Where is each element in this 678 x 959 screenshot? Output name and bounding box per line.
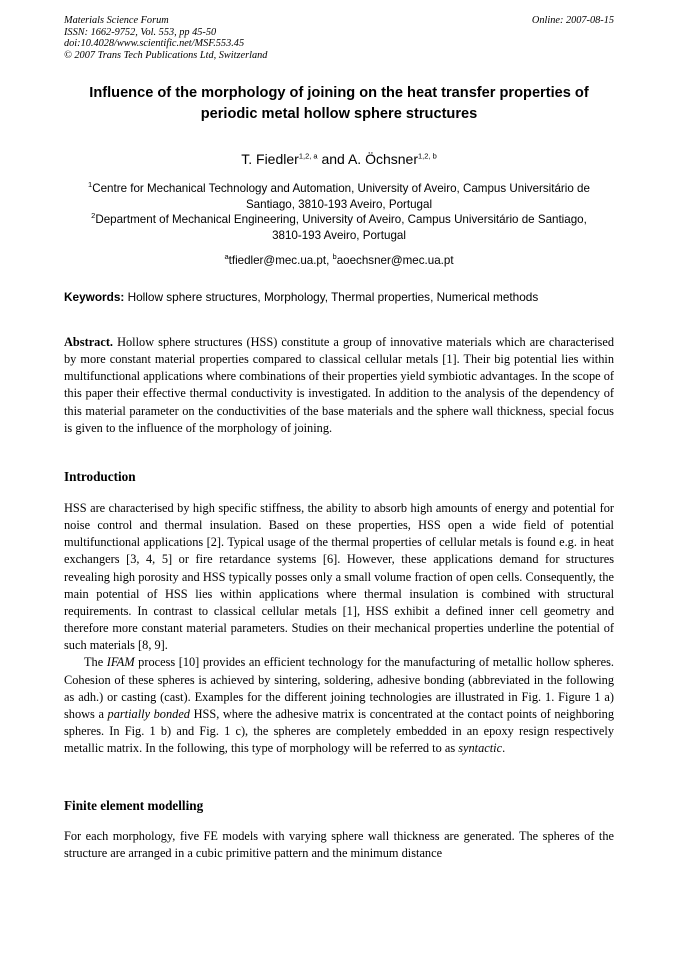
paragraph: For each morphology, five FE models with varying sphere wall thickness are generated. The spheres of the structure are arranged in a cubic primitive pattern and the minimum distance xyxy=(64,829,614,861)
author-name: T. Fiedler xyxy=(241,151,299,167)
keywords-label: Keywords: xyxy=(64,290,125,304)
introduction-body xyxy=(64,500,614,757)
abstract xyxy=(64,334,614,437)
fe-modelling-body xyxy=(64,828,614,862)
affiliation-1 xyxy=(76,181,602,213)
author-emails xyxy=(64,254,614,267)
section-heading-fe-modelling: Finite element modelling xyxy=(64,798,204,813)
affiliation-text: Department of Mechanical Engineering, University of Aveiro, Campus Universitário de Santiago, 3810-193 Aveiro, Portugal xyxy=(95,213,587,242)
email-address: tfiedler@mec.ua.pt, xyxy=(228,254,333,267)
email-marker: b xyxy=(332,252,337,262)
affiliation-marker: 1 xyxy=(88,180,93,190)
author-list xyxy=(64,151,614,167)
doi: doi:10.4028/www.scientific.net/MSF.553.45 xyxy=(64,38,245,50)
affiliation-text: Centre for Mechanical Technology and Automation, University of Aveiro, Campus Universitário de Santiago, 3810-193 Aveiro, Portugal xyxy=(92,182,590,211)
page-header xyxy=(64,15,614,61)
text-run: HSS, where the adhesive matrix is concentrated at the contact points of neighboring spheres. In Fig. 1 b) and Fig. 1 c), the spheres are completely embedded in an epoxy resign respectively metallic matrix. In the following, this type of morphology will be referred to as xyxy=(64,706,614,756)
online-date: Online: 2007-08-15 xyxy=(531,15,614,26)
author-superscript: 1,2, b xyxy=(417,151,437,161)
emphasis: syntactic xyxy=(458,741,503,756)
section-heading-introduction: Introduction xyxy=(64,469,136,484)
issn: ISSN: 1662-9752, Vol. 553, pp 45-50 xyxy=(64,26,217,38)
affiliation-marker: 2 xyxy=(91,211,96,221)
keywords xyxy=(64,290,614,304)
journal-name: Materials Science Forum xyxy=(64,15,169,26)
author-name: A. Öchsner xyxy=(347,151,418,167)
paper-title: Influence of the morphology of joining on the heat transfer properties of periodic metal hollow sphere structures xyxy=(89,85,589,122)
author-conjunction: and xyxy=(317,151,348,167)
email-marker: a xyxy=(224,252,229,262)
abstract-text: Hollow sphere structures (HSS) constitute a group of innovative materials which are characterised by more constant material properties compared to classical cellular metals [1]. Their big potential lies within multifunctional applications where combinations of their properties yield symbiotic advantages. In the scope of this paper their effective thermal conductivity is investigated. In addition to the analysis of the dependency of this material parameter on the conductivities of the base materials and the sphere wall thickness, special focus is given to the influence of the morphology of joining. xyxy=(64,335,614,435)
author-superscript: 1,2, a xyxy=(298,151,318,161)
text-run: . xyxy=(502,741,506,756)
emphasis: partially bonded xyxy=(107,706,190,721)
copyright: © 2007 Trans Tech Publications Ltd, Switzerland xyxy=(64,49,268,61)
keywords-text: Hollow sphere structures, Morphology, Thermal properties, Numerical methods xyxy=(124,290,539,304)
abstract-label: Abstract. xyxy=(64,335,114,349)
text-run: The xyxy=(84,655,107,670)
emphasis: IFAM xyxy=(106,655,135,670)
text-run: process [10] provides an efficient technology for the manufacturing of metallic hollow spheres. Cohesion of these spheres is achieved by sintering, soldering, adhesive bonding (abbreviated in the following as adh.) or casting (cast). Examples for the different joining technologies are illustrated in Fig. 1. Figure 1 a) shows a xyxy=(64,655,614,721)
email-address: aoechsner@mec.ua.pt xyxy=(336,254,454,267)
affiliation-2 xyxy=(76,212,602,244)
paragraph: HSS are characterised by high specific stiffness, the ability to absorb high amounts of energy and potential for noise control and thermal insulation. Based on these properties, HSS open a wide field of potential multifunctional applications [2]. Typical usage of the thermal properties of cellular metals is found e.g. in heat exchangers [3, 4, 5] or fire retardance systems [6]. However, these applications demand for structures revealing high porosity and HSS typically posses only a small volume fraction of open cells. Consequently, the main potential of HSS lies within applications where thermal insulation is combined with structural requirements. In contrast to classical cellular metals [1], HSS exhibit a defined inner cell geometry and therefore more constant material parameters. Studies on their mechanical properties underline the potential of such materials [8, 9]. xyxy=(64,501,614,653)
paragraph xyxy=(64,654,614,757)
